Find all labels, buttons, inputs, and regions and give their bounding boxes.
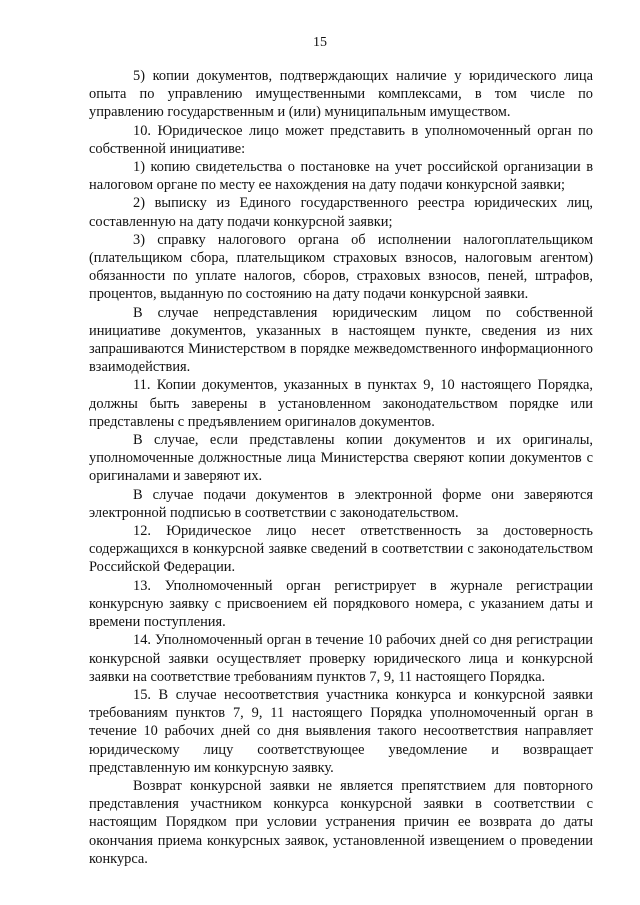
document-body (89, 67, 593, 868)
paragraph-nonsubmission: В случае непредставления юридическим лицом по собственной инициативе документов, указанных в настоящем пункте, сведения из них запрашиваются Министерством в порядке межведомственного информационного взаимодействия. (89, 304, 593, 376)
paragraph-item-5: 5) копии документов, подтверждающих наличие у юридического лица опыта по управлению имущественными комплексами, в том числе по управлению государственным и (или) муниципальным имуществом. (89, 68, 593, 121)
paragraph-clause-14: 14. Уполномоченный орган в течение 10 рабочих дней со дня регистрации конкурсной заявки осуществляет проверку юридического лица и конкурсной заявки на соответствие требованиям пунктов 7, 9, 11 настоящего Порядка. (89, 632, 593, 685)
page-number: 15 (313, 35, 327, 50)
paragraph-clause-12: 12. Юридическое лицо несет ответственность за достоверность содержащихся в конкурсной заявке сведений в соответствии с законодательством Российской Федерации. (89, 523, 593, 576)
paragraph-clause-11: 11. Копии документов, указанных в пунктах 9, 10 настоящего Порядка, должны быть заверены в установленном законодательством порядке или представлены с предъявлением оригиналов документов. (89, 377, 593, 430)
paragraph-item-1: 1) копию свидетельства о постановке на учет российской организации в налоговом органе по месту ее нахождения на дату подачи конкурсной заявки; (89, 159, 593, 194)
paragraph-electronic-form: В случае подачи документов в электронной форме они заверяются электронной подписью в соответствии с законодательством. (89, 486, 593, 521)
paragraph-item-2: 2) выписку из Единого государственного реестра юридических лиц, составленную на дату подачи конкурсной заявки; (89, 195, 593, 230)
paragraph-clause-10: 10. Юридическое лицо может представить в уполномоченный орган по собственной инициативе: (89, 122, 593, 157)
paragraph-copies-originals: В случае, если представлены копии документов и их оригиналы, уполномоченные должностные лица Министерства сверяют копии документов с оригиналами и заверяют их. (89, 432, 593, 485)
paragraph-return-of-application: Возврат конкурсной заявки не является препятствием для повторного представления участником конкурса конкурсной заявки в соответствии с настоящим Порядком при условии устранения причин ее возврата до даты окончания приема конкурсных заявок, установленной извещением о проведении конкурса. (89, 777, 593, 867)
paragraph-item-3: 3) справку налогового органа об исполнении налогоплательщиком (плательщиком сбора, плательщиком страховых взносов, налоговым агентом) обязанности по уплате налогов, сборов, страховых взносов, пеней, штрафов, процентов, выданную по состоянию на дату подачи конкурсной заявки. (89, 231, 593, 303)
paragraph-clause-13: 13. Уполномоченный орган регистрирует в журнале регистрации конкурсную заявку с присвоением ей порядкового номера, с указанием даты и времени поступления. (89, 577, 593, 631)
paragraph-clause-15: 15. В случае несоответствия участника конкурса и конкурсной заявки требованиям пунктов 7, 9, 11 настоящего Порядка уполномоченный орган в течение 10 рабочих дней со дня выявления такого несоответствия направляет юридическому лицу соответствующее уведомление и возвращает представленную им конкурсную заявку. (89, 686, 593, 776)
